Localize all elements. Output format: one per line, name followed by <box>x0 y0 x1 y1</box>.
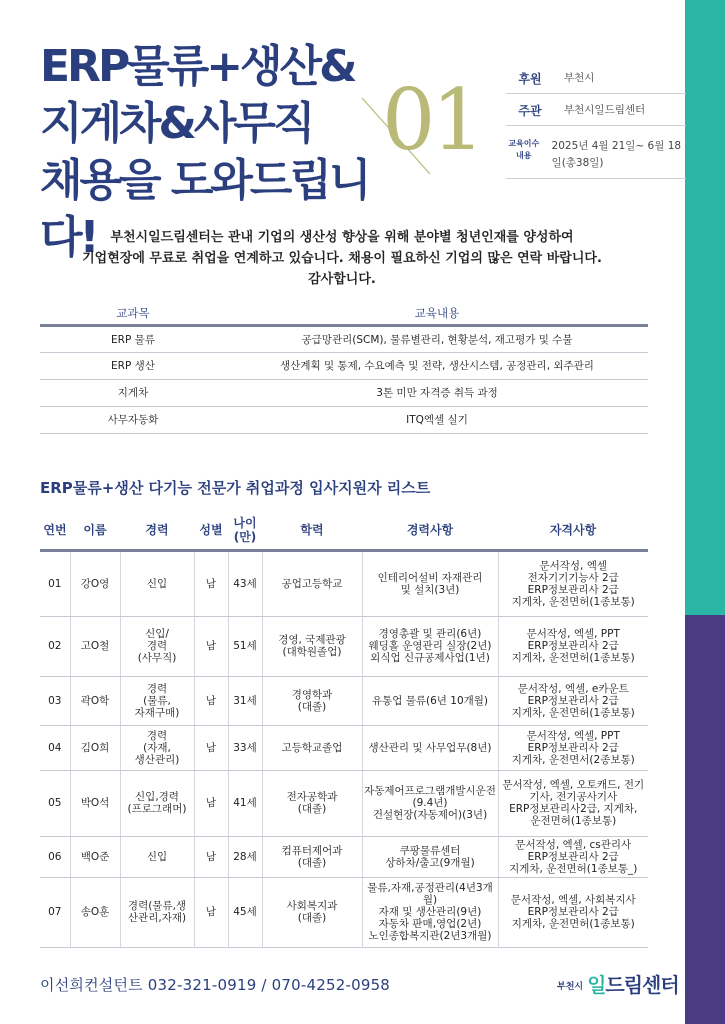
applicants-table <box>40 512 648 948</box>
header-education: 학력 <box>262 512 362 550</box>
organizer-label: 주관 <box>518 104 542 118</box>
applicant-no: 01 <box>40 550 70 616</box>
applicant-name: 박O석 <box>70 770 120 836</box>
info-period-row <box>506 126 686 179</box>
subjects-row <box>40 406 648 433</box>
period-label: 교육이수 내용 <box>508 139 540 160</box>
applicant-no: 02 <box>40 616 70 676</box>
applicant-row <box>40 770 648 836</box>
logo-accent-char: 일 <box>587 973 606 997</box>
applicant-age: 33세 <box>228 725 262 770</box>
subjects-row <box>40 352 648 379</box>
applicant-certifications: 문서작성, 엑셀, PPT ERP정보관리사 2급 지게차, 운전면허(1종보통) <box>498 616 648 676</box>
applicant-certifications: 문서작성, 엑셀, 사회복지사 ERP정보관리사 2급 지게차, 운전면허(1종보통) <box>498 877 648 947</box>
applicant-career: 경력 (물류, 자재구매) <box>120 676 194 725</box>
applicant-name: 곽O학 <box>70 676 120 725</box>
applicant-gender: 남 <box>194 770 228 836</box>
applicant-experience: 쿠팡물류센터 상하차/출고(9개월) <box>362 836 498 877</box>
right-stripe-teal <box>685 0 725 615</box>
intro-line-3: 감사합니다. <box>308 272 376 287</box>
headline-line-1: ERP물류+생산& <box>40 41 355 92</box>
applicant-no: 06 <box>40 836 70 877</box>
applicant-career: 경력(물류,생 산관리,자재) <box>120 877 194 947</box>
header-age: 나이 (만) <box>228 512 262 550</box>
subject-content: 공급망관리(SCM), 물류별관리, 현황분석, 재고평가 및 수불 <box>226 325 648 352</box>
applicant-experience: 자동제어프로그램개발시운전 (9.4년) 건설현장(자동제어)(3년) <box>362 770 498 836</box>
applicant-no: 04 <box>40 725 70 770</box>
applicant-experience: 생산관리 및 사무업무(8년) <box>362 725 498 770</box>
contact-info: 이선희컨설턴트 032-321-0919 / 070-4252-0958 <box>40 976 391 994</box>
applicant-gender: 남 <box>194 836 228 877</box>
applicant-row <box>40 550 648 616</box>
period-value: 2025년 4월 21일~ 6월 18일(총38일) <box>551 140 682 169</box>
applicant-gender: 남 <box>194 676 228 725</box>
applicant-gender: 남 <box>194 877 228 947</box>
header-certifications: 자격사항 <box>498 512 648 550</box>
applicant-education: 사회복지과 (대졸) <box>262 877 362 947</box>
header-experience: 경력사항 <box>362 512 498 550</box>
center-logo <box>557 962 687 998</box>
applicant-no: 07 <box>40 877 70 947</box>
applicant-no: 05 <box>40 770 70 836</box>
applicant-name: 고O철 <box>70 616 120 676</box>
applicant-gender: 남 <box>194 550 228 616</box>
sponsor-label: 후원 <box>518 72 542 86</box>
subject-content: ITQ엑셀 실기 <box>226 406 648 433</box>
logo-main-text <box>587 969 679 998</box>
info-sponsor-row <box>506 68 686 94</box>
applicant-experience: 물류,자재,공정관리(4년3개 월) 자재 및 생산관리(9년) 자동차 판매,영업(2년) 노인종합복지관(2년3개월) <box>362 877 498 947</box>
organizer-value: 부천시일드림센터 <box>564 104 646 116</box>
applicant-no: 03 <box>40 676 70 725</box>
applicant-age: 31세 <box>228 676 262 725</box>
applicant-row <box>40 725 648 770</box>
subjects-table <box>40 303 648 434</box>
applicant-age: 45세 <box>228 877 262 947</box>
applicant-experience: 경영총괄 및 관리(6년) 웨딩홀 운영관리 실장(2년) 외식업 신규공제사업(1년) <box>362 616 498 676</box>
intro-line-2: 기업현장에 무료로 취업을 연계하고 있습니다. 채용이 필요하신 기업의 많은 연락 바랍니다. <box>82 251 602 266</box>
subjects-header-subject: 교과목 <box>40 303 226 325</box>
applicant-certifications: 문서작성, 엑셀, PPT ERP정보관리사 2급 지게차, 운전면서(2종보통) <box>498 725 648 770</box>
applicant-education: 경영학과 (대졸) <box>262 676 362 725</box>
applicant-name: 김O희 <box>70 725 120 770</box>
right-stripe-purple <box>685 615 725 1024</box>
subject-name: 지게차 <box>40 379 226 406</box>
applicant-row <box>40 676 648 725</box>
edition-number: 01 <box>382 71 481 169</box>
applicant-age: 43세 <box>228 550 262 616</box>
applicant-certifications: 문서작성, 엑셀 전자기기기능사 2급 ERP정보관리사 2급 지게차, 운전면허(1종보통) <box>498 550 648 616</box>
applicant-career: 경력 (자재, 생산관리) <box>120 725 194 770</box>
applicant-gender: 남 <box>194 616 228 676</box>
applicant-experience: 인테리어설비 자재관리 및 설치(3년) <box>362 550 498 616</box>
applicant-age: 51세 <box>228 616 262 676</box>
header-no: 연번 <box>40 512 70 550</box>
sponsor-value: 부천시 <box>564 72 595 84</box>
headline-line-3: 채용을 도와드립니다! <box>40 155 369 263</box>
applicants-header-row <box>40 512 648 550</box>
header-name: 이름 <box>70 512 120 550</box>
subjects-row <box>40 325 648 352</box>
applicant-career: 신입,경력 (프로그래머) <box>120 770 194 836</box>
applicant-name: 송O훈 <box>70 877 120 947</box>
applicant-list-title: ERP물류+생산 다기능 전문가 취업과정 입사지원자 리스트 <box>40 479 431 497</box>
info-box <box>506 68 686 179</box>
applicant-education: 전자공학과 (대졸) <box>262 770 362 836</box>
header-career: 경력 <box>120 512 194 550</box>
applicant-age: 41세 <box>228 770 262 836</box>
subject-content: 3톤 미만 자격증 취득 과정 <box>226 379 648 406</box>
applicant-career: 신입 <box>120 550 194 616</box>
subjects-row <box>40 379 648 406</box>
subject-name: ERP 생산 <box>40 352 226 379</box>
applicant-education: 공업고등학교 <box>262 550 362 616</box>
subject-name: 사무자동화 <box>40 406 226 433</box>
applicant-certifications: 문서작성, 엑셀, cs관리사 ERP정보관리사 2급 지게차, 운전면허(1종보통_) <box>498 836 648 877</box>
header-gender: 성별 <box>194 512 228 550</box>
subject-name: ERP 물류 <box>40 325 226 352</box>
logo-city-text: 부천시 <box>557 982 584 992</box>
applicant-career: 신입 <box>120 836 194 877</box>
applicant-row <box>40 836 648 877</box>
applicant-age: 28세 <box>228 836 262 877</box>
headline-line-2: 지게차&사무직 <box>40 98 313 149</box>
intro-text <box>40 227 644 290</box>
applicant-education: 고등학교졸업 <box>262 725 362 770</box>
subjects-header-content: 교육내용 <box>226 303 648 325</box>
applicant-row <box>40 877 648 947</box>
applicant-row <box>40 616 648 676</box>
applicant-certifications: 문서작성, 엑셀, 오토캐드, 전기 기사, 전기공사기사 ERP정보관리사2급, 지게차, 운전면허(1종보통) <box>498 770 648 836</box>
subjects-header-row <box>40 303 648 325</box>
applicant-education: 경영, 국제관광 (대학원졸업) <box>262 616 362 676</box>
applicant-certifications: 문서작성, 엑셀, e카운트 ERP정보관리사 2급 지게차, 운전면허(1종보통) <box>498 676 648 725</box>
applicant-name: 백O준 <box>70 836 120 877</box>
info-organizer-row <box>506 94 686 126</box>
applicant-experience: 유통업 물류(6년 10개월) <box>362 676 498 725</box>
applicant-name: 강O영 <box>70 550 120 616</box>
logo-rest-text: 드림센터 <box>605 973 679 997</box>
applicant-career: 신입/ 경력 (사무직) <box>120 616 194 676</box>
subject-content: 생산계획 및 통제, 수요예측 및 전략, 생산시스템, 공정관리, 외주관리 <box>226 352 648 379</box>
applicant-gender: 남 <box>194 725 228 770</box>
intro-line-1: 부천시일드림센터는 관내 기업의 생산성 향상을 위해 분야별 청년인재를 양성하여 <box>110 230 574 245</box>
applicant-education: 컴퓨터제어과 (대졸) <box>262 836 362 877</box>
